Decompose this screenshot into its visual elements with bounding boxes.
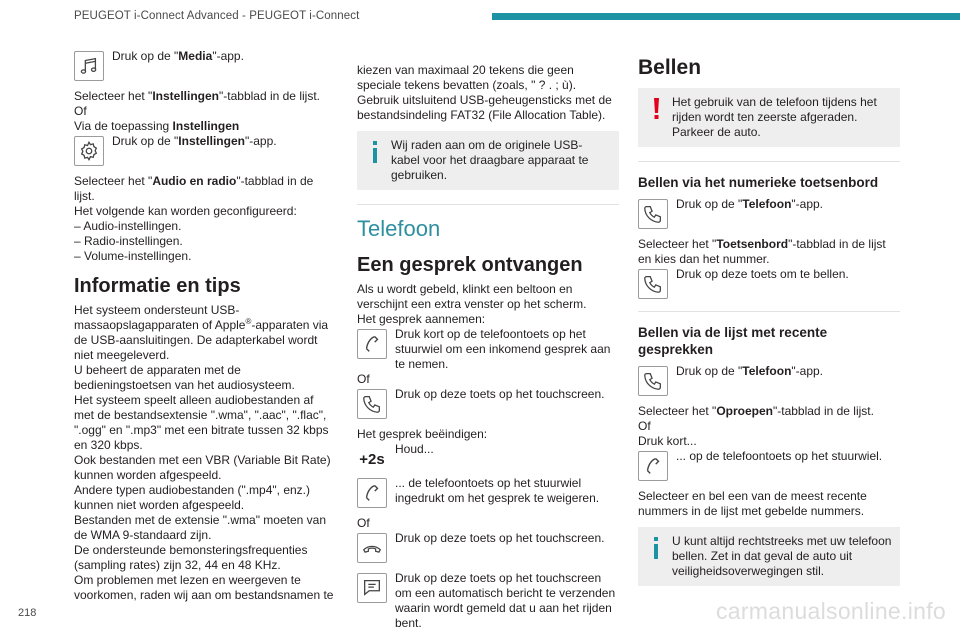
section-title-telefoon: Telefoon	[357, 216, 441, 241]
paragraph: Andere typen audiobestanden (".mp4", enz.) kunnen niet worden afgespeeld.	[74, 483, 311, 512]
header-accent-bar	[492, 13, 960, 20]
step-media-app: Druk op de "Media"-app.	[74, 49, 336, 89]
select-audio-radio-tab: Selecteer het "Audio en radio"-tabblad in de lijst.	[74, 174, 314, 203]
page-header-title: PEUGEOT i-Connect Advanced - PEUGEOT i-Connect	[74, 10, 360, 22]
paragraph: Als u wordt gebeld, klinkt een beltoon en verschijnt een extra venster op het scherm.	[357, 282, 587, 311]
hold-2s-icon: +2s	[357, 444, 387, 474]
list-item: – Audio-instellingen.	[74, 219, 182, 233]
or-text: Of	[74, 104, 87, 118]
step-refuse: ... de telefoontoets op het stuurwiel ingedrukt om het gesprek te weigeren.	[357, 476, 619, 516]
step-touchscreen-hangup: Druk op deze toets op het touchscreen.	[357, 531, 619, 571]
divider	[638, 161, 900, 162]
list-item: – Volume-instellingen.	[74, 249, 192, 263]
step-phone-app: Druk op de "Telefoon"-app.	[638, 364, 900, 404]
or-text: Of	[357, 516, 370, 530]
section-heading-info-tips: Informatie en tips	[74, 275, 241, 297]
info-icon	[367, 139, 385, 165]
configurable-intro: Het volgende kan worden geconfigureerd:	[74, 204, 297, 218]
step-wheel-button: ... op de telefoontoets op het stuurwiel.	[638, 449, 900, 489]
paragraph: Gebruik uitsluitend USB-geheugensticks met de bestandsindeling FAT32 (File Allocation Table).	[357, 93, 612, 122]
warning-note: Het gebruik van de telefoon tijdens het rijden wordt ten zeerste afgeraden. Parkeer de auto.	[638, 88, 900, 147]
divider	[357, 204, 619, 205]
paragraph: Het systeem speelt alleen audiobestanden af met de bestandsextensie ".wma", ".aac", ".flac", ".ogg" en ".mp3" met een bitrate tussen 32 kbps en 320 kbps.	[74, 393, 329, 452]
select-settings-tab: Selecteer het "Instellingen"-tabblad in de lijst.	[74, 89, 320, 103]
step-touchscreen-answer: Druk op deze toets op het touchscreen.	[357, 387, 619, 427]
page-number: 218	[18, 607, 37, 619]
column-2	[357, 63, 619, 631]
phone-icon	[638, 366, 668, 396]
via-settings: Via de toepassing Instellingen	[74, 119, 240, 133]
subheading-recent-calls: Bellen via de lijst met recente gesprekken	[638, 325, 828, 357]
paragraph: Het gesprek aannemen:	[357, 312, 486, 326]
paragraph: Het gesprek beëindigen:	[357, 427, 488, 441]
or-text: Of	[357, 372, 370, 386]
step-auto-message: Druk op deze toets op het touchscreen om een automatisch bericht te verzenden waarin wordt gemeld dat u aan het rijden bent.	[357, 571, 619, 631]
phone-icon	[357, 389, 387, 419]
heading-receive-call: Een gesprek ontvangen	[357, 254, 583, 276]
step-call: Druk op deze toets om te bellen.	[638, 267, 900, 307]
paragraph: Om problemen met lezen en weergeven te voorkomen, raden wij aan om bestandsnamen te	[74, 573, 334, 602]
step-phone-app: Druk op de "Telefoon"-app.	[638, 197, 900, 237]
steering-wheel-phone-icon	[357, 478, 387, 508]
phone-icon	[638, 269, 668, 299]
paragraph: Ook bestanden met een VBR (Variable Bit Rate) kunnen worden afgespeeld.	[74, 453, 331, 482]
subheading-numeric-keypad: Bellen via het numerieke toetsenbord	[638, 175, 879, 190]
info-icon	[648, 535, 666, 561]
info-note: U kunt altijd rechtstreeks met uw telefoon bellen. Zet in dat geval de auto uit veiligheidsoverwegingen stil.	[638, 527, 900, 586]
paragraph: U beheert de apparaten met de bedieningstoetsen van het audiosysteem.	[74, 363, 295, 392]
hang-up-icon	[357, 533, 387, 563]
message-icon	[357, 573, 387, 603]
steering-wheel-phone-icon	[357, 329, 387, 359]
music-note-icon	[74, 51, 104, 81]
divider	[638, 311, 900, 312]
paragraph: Het systeem ondersteunt USB-massaopslagapparaten of Apple®-apparaten via de USB-aansluitingen. De adapterkabel wordt niet meegeleverd.	[74, 303, 329, 362]
phone-icon	[638, 199, 668, 229]
gear-icon	[74, 136, 104, 166]
paragraph: De ondersteunde bemonsteringsfrequenties (sampling rates) zijn 32, 44 en 48 KHz.	[74, 543, 308, 572]
paragraph: Bestanden met de extensie ".wma" moeten van de WMA 9-standaard zijn.	[74, 513, 326, 542]
watermark: carmanualsonline.info	[715, 598, 946, 624]
column-3	[638, 56, 900, 596]
select-keypad-tab: Selecteer het "Toetsenbord"-tabblad in de lijst en kies dan het nummer.	[638, 237, 886, 266]
step-settings-app: Druk op de "Instellingen"-app.	[74, 134, 336, 174]
step-hold: +2s Houd...	[357, 442, 619, 476]
or-text: Of	[638, 419, 651, 433]
paragraph: kiezen van maximaal 20 tekens die geen speciale tekens bevatten (zoals, " ? . ; ù).	[357, 63, 577, 92]
paragraph: Druk kort...	[638, 434, 697, 448]
steering-wheel-phone-icon	[638, 451, 668, 481]
info-note: Wij raden aan om de originele USB-kabel voor het draagbare apparaat te gebruiken.	[357, 131, 619, 190]
select-calls-tab: Selecteer het "Oproepen"-tabblad in de lijst.	[638, 404, 874, 418]
list-item: – Radio-instellingen.	[74, 234, 183, 248]
heading-bellen: Bellen	[638, 56, 702, 79]
warning-icon	[648, 96, 666, 122]
step-short-press: Druk kort op de telefoontoets op het stuurwiel om een inkomend gesprek aan te nemen.	[357, 327, 619, 372]
column-1	[74, 49, 336, 603]
paragraph: Selecteer en bel een van de meest recente nummers in de lijst met gebelde nummers.	[638, 489, 867, 518]
